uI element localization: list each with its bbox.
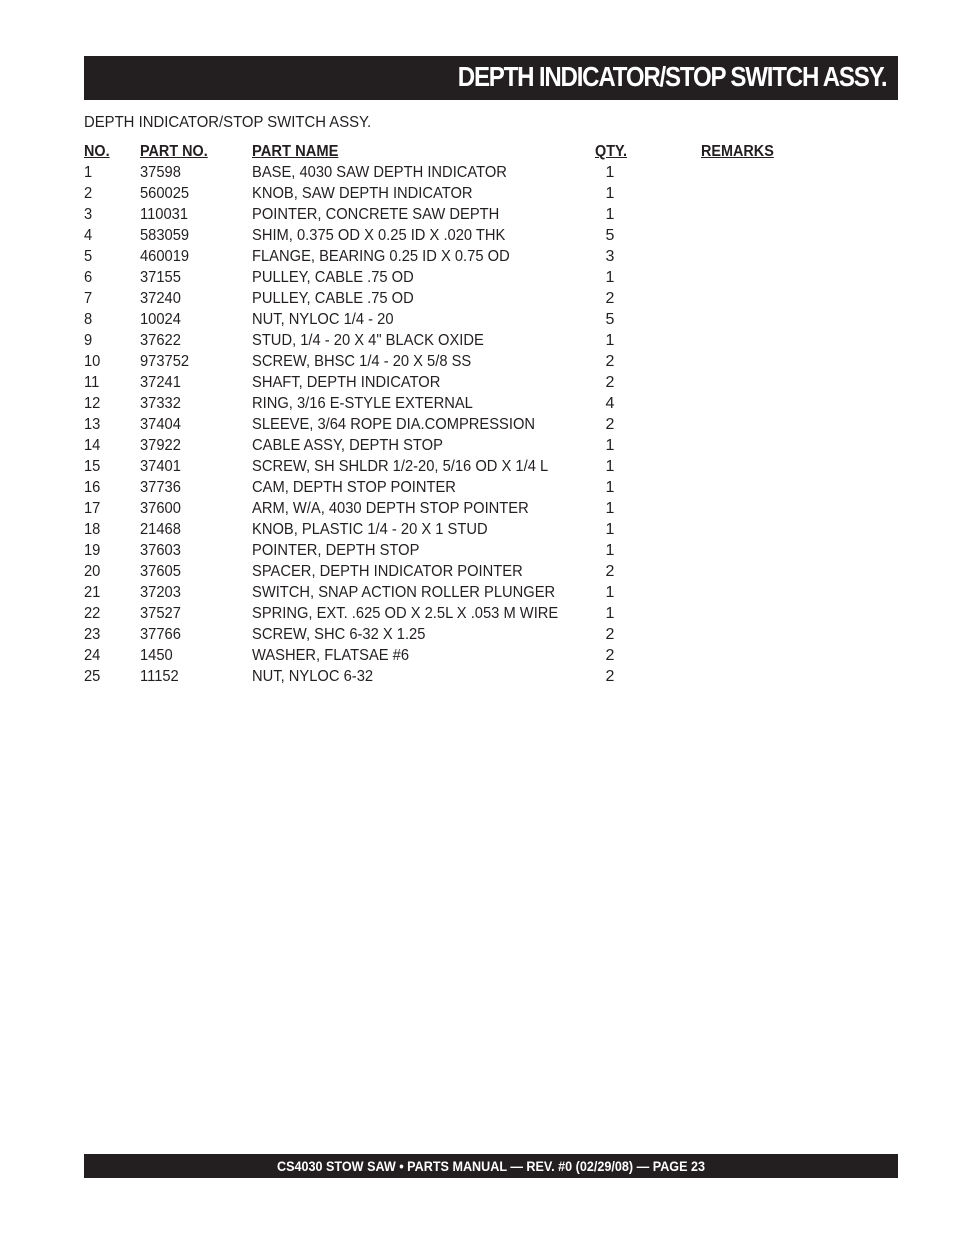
table-row (84, 330, 804, 351)
part-number-index: 10 (84, 353, 101, 370)
part-number: 10024 (140, 311, 181, 328)
part-qty: 1 (605, 605, 615, 622)
part-qty: 5 (605, 311, 615, 328)
section-title: DEPTH INDICATOR/STOP SWITCH ASSY. (84, 114, 372, 131)
parts-rows (84, 162, 804, 687)
part-number: 37203 (140, 584, 181, 601)
part-number-index: 16 (84, 479, 101, 496)
part-number: 560025 (140, 185, 190, 202)
part-qty: 1 (605, 521, 615, 538)
part-number: 37240 (140, 290, 181, 307)
part-number-index: 9 (84, 332, 93, 349)
part-qty: 1 (605, 458, 615, 475)
part-qty: 1 (605, 185, 615, 202)
part-number: 110031 (140, 206, 189, 223)
part-number: 583059 (140, 227, 190, 244)
part-name: CABLE ASSY, DEPTH STOP (252, 437, 443, 454)
part-number: 37155 (140, 269, 181, 286)
part-number-index: 7 (84, 290, 93, 307)
part-qty: 2 (605, 647, 615, 664)
part-number-index: 18 (84, 521, 101, 538)
table-row (84, 519, 804, 540)
column-header-part-name: PART NAME (252, 143, 339, 160)
part-name: STUD, 1/4 - 20 X 4" BLACK OXIDE (252, 332, 484, 349)
table-row (84, 456, 804, 477)
part-name: SPACER, DEPTH INDICATOR POINTER (252, 563, 523, 580)
part-name: PULLEY, CABLE .75 OD (252, 290, 414, 307)
part-number-index: 19 (84, 542, 101, 559)
part-qty: 1 (605, 542, 615, 559)
footer-text: CS4030 STOW SAW • PARTS MANUAL — REV. #0 (02/29/08) — PAGE 23 (276, 1158, 706, 1174)
table-row (84, 666, 804, 687)
part-number: 37332 (140, 395, 181, 412)
part-number-index: 6 (84, 269, 93, 286)
part-number-index: 20 (84, 563, 101, 580)
table-row (84, 183, 804, 204)
part-name: NUT, NYLOC 1/4 - 20 (252, 311, 394, 328)
part-name: SLEEVE, 3/64 ROPE DIA.COMPRESSION (252, 416, 536, 433)
part-qty: 5 (605, 227, 615, 244)
column-header-no: NO. (84, 143, 110, 160)
table-row (84, 603, 804, 624)
part-number: 973752 (140, 353, 190, 370)
table-row (84, 204, 804, 225)
part-number-index: 2 (84, 185, 93, 202)
table-row (84, 246, 804, 267)
part-name: NUT, NYLOC 6-32 (252, 668, 374, 685)
table-row (84, 498, 804, 519)
part-name: KNOB, PLASTIC 1/4 - 20 X 1 STUD (252, 521, 488, 538)
table-row (84, 624, 804, 645)
part-number-index: 13 (84, 416, 101, 433)
part-name: SPRING, EXT. .625 OD X 2.5L X .053 M WIRE (252, 605, 559, 622)
part-name: SCREW, BHSC 1/4 - 20 X 5/8 SS (252, 353, 472, 370)
part-name: RING, 3/16 E-STYLE EXTERNAL (252, 395, 473, 412)
table-row (84, 372, 804, 393)
part-number-index: 4 (84, 227, 93, 244)
part-name: POINTER, DEPTH STOP (252, 542, 420, 559)
part-qty: 2 (605, 290, 615, 307)
part-number-index: 15 (84, 458, 101, 475)
part-qty: 4 (605, 395, 615, 412)
parts-table (84, 141, 804, 687)
part-number-index: 14 (84, 437, 101, 454)
part-number: 37603 (140, 542, 181, 559)
part-name: FLANGE, BEARING 0.25 ID X 0.75 OD (252, 248, 510, 265)
part-number-index: 24 (84, 647, 101, 664)
part-name: SHAFT, DEPTH INDICATOR (252, 374, 441, 391)
part-qty: 1 (605, 164, 615, 181)
table-row (84, 351, 804, 372)
part-number: 460019 (140, 248, 190, 265)
part-number: 37241 (140, 374, 181, 391)
part-number: 37401 (140, 458, 181, 475)
part-qty: 2 (605, 668, 615, 685)
part-number: 11152 (140, 668, 179, 685)
table-row (84, 309, 804, 330)
column-header-qty: QTY. (595, 143, 628, 160)
part-number-index: 5 (84, 248, 93, 265)
part-name: KNOB, SAW DEPTH INDICATOR (252, 185, 473, 202)
part-qty: 1 (605, 584, 615, 601)
part-number-index: 21 (84, 584, 101, 601)
part-qty: 1 (605, 479, 615, 496)
part-number-index: 25 (84, 668, 101, 685)
part-number: 37922 (140, 437, 181, 454)
part-name: ARM, W/A, 4030 DEPTH STOP POINTER (252, 500, 529, 517)
part-number-index: 3 (84, 206, 93, 223)
part-number: 37527 (140, 605, 181, 622)
page-footer-bar (84, 1154, 898, 1178)
table-row (84, 288, 804, 309)
part-name: SHIM, 0.375 OD X 0.25 ID X .020 THK (252, 227, 506, 244)
part-qty: 2 (605, 416, 615, 433)
part-number: 37766 (140, 626, 181, 643)
part-number: 21468 (140, 521, 181, 538)
part-name: BASE, 4030 SAW DEPTH INDICATOR (252, 164, 507, 181)
part-qty: 2 (605, 626, 615, 643)
part-name: CAM, DEPTH STOP POINTER (252, 479, 456, 496)
part-qty: 3 (605, 248, 615, 265)
page-header-bar (84, 56, 898, 100)
part-number: 37600 (140, 500, 181, 517)
table-row (84, 225, 804, 246)
table-row (84, 393, 804, 414)
part-number: 37622 (140, 332, 181, 349)
table-row (84, 477, 804, 498)
page-title: DEPTH INDICATOR/STOP SWITCH ASSY. (457, 61, 886, 92)
part-number-index: 22 (84, 605, 101, 622)
table-header-row (84, 141, 804, 162)
part-number-index: 17 (84, 500, 101, 517)
part-number: 37404 (140, 416, 181, 433)
table-row (84, 582, 804, 603)
part-qty: 1 (605, 437, 615, 454)
part-qty: 2 (605, 563, 615, 580)
part-number-index: 1 (84, 164, 93, 181)
part-number: 37605 (140, 563, 181, 580)
part-qty: 1 (605, 500, 615, 517)
part-qty: 1 (605, 206, 615, 223)
table-row (84, 267, 804, 288)
table-row (84, 435, 804, 456)
part-name: SWITCH, SNAP ACTION ROLLER PLUNGER (252, 584, 556, 601)
table-row (84, 414, 804, 435)
part-name: WASHER, FLATSAE #6 (252, 647, 410, 664)
part-qty: 2 (605, 353, 615, 370)
part-qty: 1 (605, 332, 615, 349)
part-number-index: 12 (84, 395, 101, 412)
part-name: PULLEY, CABLE .75 OD (252, 269, 414, 286)
part-number-index: 11 (84, 374, 100, 391)
table-row (84, 162, 804, 183)
part-number-index: 8 (84, 311, 93, 328)
table-row (84, 561, 804, 582)
part-name: SCREW, SHC 6-32 X 1.25 (252, 626, 426, 643)
table-row (84, 645, 804, 666)
part-number: 37736 (140, 479, 181, 496)
part-qty: 2 (605, 374, 615, 391)
part-name: SCREW, SH SHLDR 1/2-20, 5/16 OD X 1/4 L (252, 458, 549, 475)
part-number-index: 23 (84, 626, 101, 643)
part-number: 1450 (140, 647, 173, 664)
column-header-remarks: REMARKS (701, 143, 774, 160)
column-header-part-no: PART NO. (140, 143, 208, 160)
part-number: 37598 (140, 164, 181, 181)
part-qty: 1 (605, 269, 615, 286)
part-name: POINTER, CONCRETE SAW DEPTH (252, 206, 500, 223)
table-row (84, 540, 804, 561)
